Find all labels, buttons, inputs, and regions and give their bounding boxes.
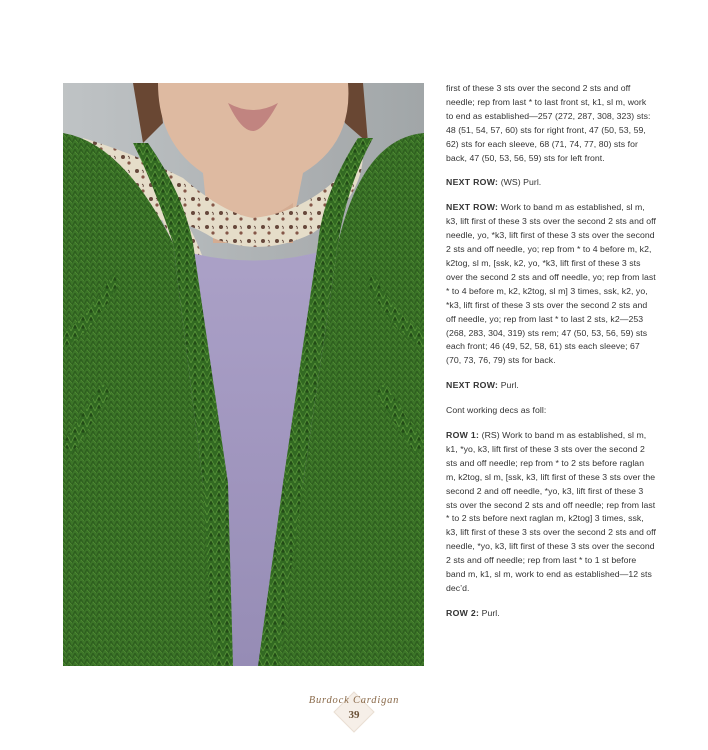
- row-text: (WS) Purl.: [498, 177, 542, 188]
- page-number: 39: [348, 709, 360, 721]
- row-text: Work to band m as established, sl m, k3, lift first of these 3 sts over the second 2 sts and off needle, yo, *k3, lift first of these 3 sts over the second 2 sts and off needle, yo; rep from * to 4 before m, k2, k2tog, sl m, [ssk, k2, yo, *k3, lift first of these 3 sts over the second 2 sts and off needle, yo; rep from last * to 4 before m, k2, k2tog, sl m] 3 times, ssk, k2, yo, *k3, lift first of these 3 sts over the second 2 sts and off needle, yo; rep from last * to last 2 sts, k2—253 (268, 283, 304, 319) sts rem; 47 (50, 53, 56, 59) sts each front; 46 (49, 52, 58, 61) sts each sleeve; 67 (70, 73, 76, 79) sts for back.: [446, 202, 656, 366]
- instruction-paragraph: first of these 3 sts over the second 2 sts and off needle; rep from last * to last front st, k1, sl m, work to end as established—257 (272, 287, 308, 323) sts: 48 (51, 54, 57, 60) sts for right front, 47 (50, 53, 59, 62) sts for each sleeve, 68 (71, 74, 77, 80) sts for back, 47 (50, 53, 56, 59) sts for left front.: [446, 83, 651, 163]
- row-label: NEXT ROW:: [446, 380, 499, 391]
- instruction-next-row-rs: [446, 201, 656, 368]
- row-label: ROW 1:: [446, 430, 480, 441]
- instruction-next-row-ws: [446, 176, 656, 190]
- page-footer: [0, 694, 708, 722]
- cardigan-photo: [63, 83, 424, 666]
- instruction-row-2: [446, 607, 656, 621]
- row-label: ROW 2:: [446, 607, 480, 618]
- book-title: Burdock Cardigan: [308, 695, 400, 706]
- instruction-cont-decs: Cont working decs as foll:: [446, 405, 547, 416]
- pattern-instructions: [446, 82, 656, 632]
- instruction-row-1: [446, 429, 656, 596]
- row-label: NEXT ROW:: [446, 177, 499, 188]
- row-text: Purl.: [479, 607, 500, 618]
- row-text: Purl.: [498, 380, 519, 391]
- row-text: (RS) Work to band m as established, sl m, k1, *yo, k3, lift first of these 3 sts over the second 2 sts and off needle; rep from * to 2 sts before raglan m, k2tog, sl m, [ssk, k3, lift first of these 3 sts over the second 2 and off needle, *yo, k3, lift first of these 3 sts over the second 2 sts and off needle; rep from last * to 2 sts before next raglan m, k2tog] 3 times, ssk, k3, lift first of these 3 sts over the second 2 sts and off needle, *yo, k3, lift first of these 3 sts over the second 2 sts and off needle; rep from last * to 1 st before band m, k1, sl m, work to end as established—12 sts dec’d.: [446, 430, 656, 593]
- cardigan-photo-illustration: [63, 83, 424, 666]
- row-label: NEXT ROW:: [446, 202, 499, 213]
- instruction-next-row-purl: [446, 379, 656, 393]
